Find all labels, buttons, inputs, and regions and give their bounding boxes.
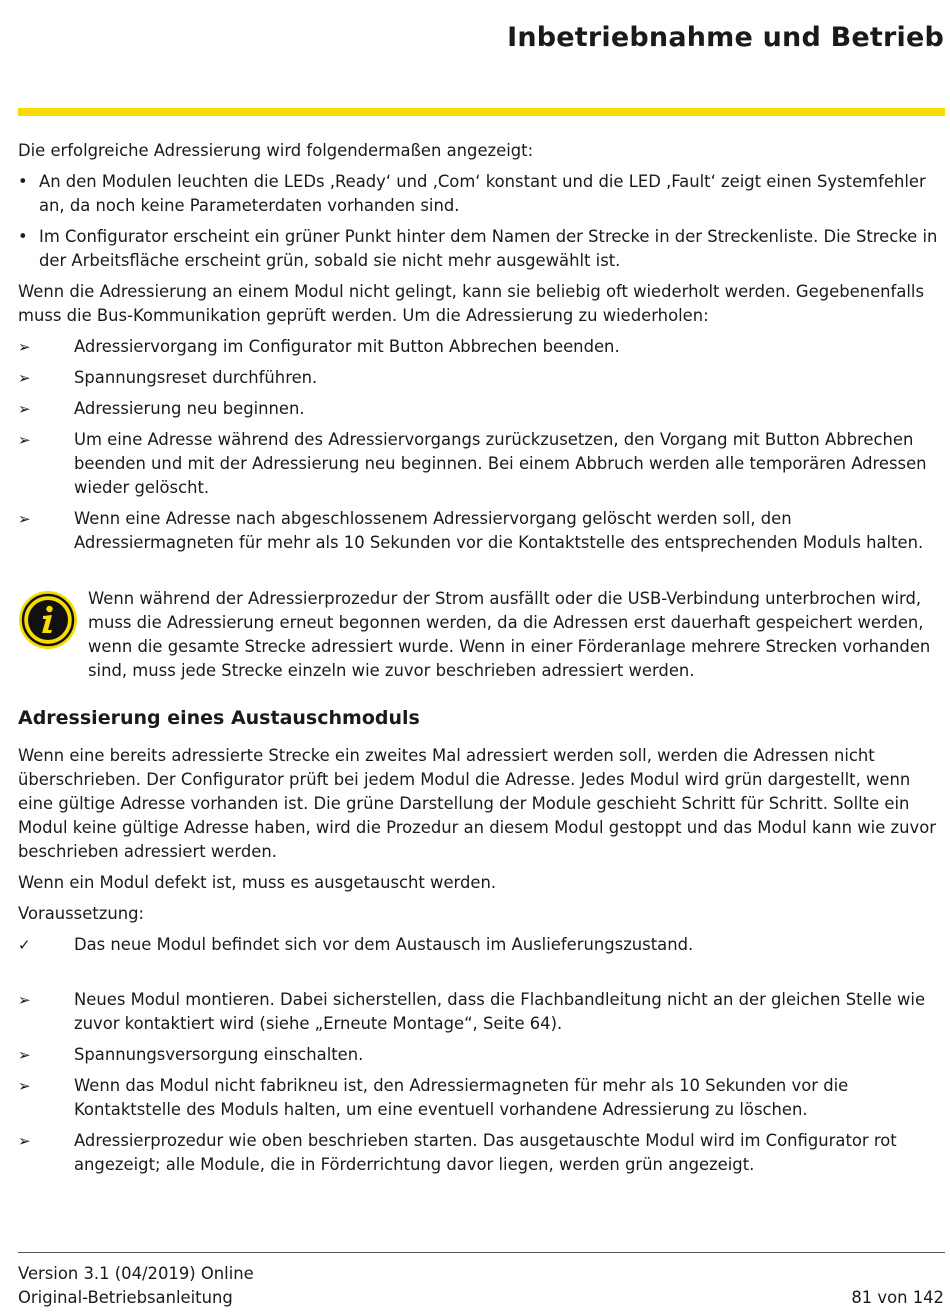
checkmark-icon: ✓ (18, 936, 31, 954)
bullet-dot-icon: • (18, 227, 28, 246)
intro-paragraph: Die erfolgreiche Adressierung wird folgendermaßen angezeigt: (18, 141, 534, 160)
bullet-item: • An den Modulen leuchten die LEDs ‚Ready‘ und ‚Com‘ konstant und die LED ‚Fault‘ zeigt einen Systemfehler an, da noch keine Parameterdaten vorhanden sind. (18, 172, 926, 215)
action-step: ➢ Wenn eine Adresse nach abgeschlossenem Adressiervorgang gelöscht werden soll, den Adressiermagneten für mehr als 10 Sekunden vor die Kontaktstelle des entsprechenden Moduls halten. (18, 509, 924, 552)
action-step: ➢ Spannungsversorgung einschalten. (18, 1043, 945, 1067)
action-step: ➢ Um eine Adresse während des Adressiervorgangs zurückzusetzen, den Vorgang mit Button Abbrechen beenden und mit der Adressierung neu beginnen. Bei einem Abbruch werden alle temporären Adressen wieder gelöscht. (18, 430, 927, 497)
arrow-marker-icon: ➢ (18, 510, 31, 528)
section-paragraph: Wenn eine bereits adressierte Strecke ein zweites Mal adressiert werden soll, werden die Adressen nicht überschrieben. Der Configurator prüft bei jedem Modul die Adresse. Jedes Modul wird grün dargestellt, wenn eine gültige Adresse vorhanden ist. Die grüne Darstellung der Module geschieht Schritt für Schritt. Sollte ein Modul keine gültige Adresse haben, wird die Prozedur an diesem Modul gestoppt und das Modul kann wie zuvor beschrieben adressiert werden. (18, 746, 936, 861)
action-step: ➢ Adressiervorgang im Configurator mit Button Abbrechen beenden. (18, 335, 945, 359)
info-note (18, 587, 945, 683)
arrow-marker-icon: ➢ (18, 1132, 31, 1150)
action-step: ➢ Wenn das Modul nicht fabrikneu ist, den Adressiermagneten für mehr als 10 Sekunden vor die Kontaktstelle des Moduls halten, um eine eventuell vorhandene Adressierung zu löschen. (18, 1076, 849, 1119)
bullet-dot-icon: • (18, 172, 28, 191)
section-heading: Adressierung eines Austauschmoduls (18, 707, 420, 729)
arrow-marker-icon: ➢ (18, 991, 31, 1009)
retry-paragraph: Wenn die Adressierung an einem Modul nicht gelingt, kann sie beliebig oft wiederholt werden. Gegebenenfalls muss die Bus-Kommunikation geprüft werden. Um die Adressierung zu wiederholen: (18, 282, 925, 325)
arrow-marker-icon: ➢ (18, 1046, 31, 1064)
arrow-marker-icon: ➢ (18, 400, 31, 418)
arrow-marker-icon: ➢ (18, 1077, 31, 1095)
info-note-text: Wenn während der Adressierprozedur der Strom ausfällt oder die USB-Verbindung unterbrochen wird, muss die Adressierung erneut begonnen werden, da die Adressen erst dauerhaft gespeichert werden, wenn die gesamte Strecke adressiert wurde. Wenn in einer Förderanlage mehrere Strecken vorhanden sind, muss jede Strecke einzeln wie zuvor beschrieben adressiert werden. (88, 589, 931, 680)
footer-doc-type: Original-Betriebsanleitung (18, 1288, 233, 1307)
footer-version: Version 3.1 (04/2019) Online (18, 1264, 254, 1283)
page-header-title: Inbetriebnahme und Betrieb (507, 22, 944, 53)
action-step: ➢ Adressierung neu beginnen. (18, 397, 945, 421)
arrow-marker-icon: ➢ (18, 369, 31, 387)
arrow-marker-icon: ➢ (18, 338, 31, 356)
prerequisite-item: ✓ Das neue Modul befindet sich vor dem Austausch im Auslieferungszustand. (18, 933, 945, 957)
footer-divider (18, 1252, 945, 1253)
action-step: ➢ Adressierprozedur wie oben beschrieben starten. Das ausgetauschte Modul wird im Configurator rot angezeigt; alle Module, die in Förderrichtung davor liegen, werden grün angezeigt. (18, 1131, 897, 1174)
prerequisite-label: Voraussetzung: (18, 904, 145, 923)
section-paragraph: Wenn ein Modul defekt ist, muss es ausgetauscht werden. (18, 873, 497, 892)
page-content (18, 139, 945, 1184)
header-accent-bar (18, 108, 945, 116)
action-step: ➢ Spannungsreset durchführen. (18, 366, 945, 390)
page-number: 81 von 142 (851, 1288, 944, 1307)
info-icon (18, 590, 78, 650)
arrow-marker-icon: ➢ (18, 431, 31, 449)
bullet-item: • Im Configurator erscheint ein grüner Punkt hinter dem Namen der Strecke in der Streckenliste. Die Strecke in der Arbeitsfläche erscheint grün, sobald sie nicht mehr ausgewählt ist. (18, 227, 938, 270)
action-step: ➢ Neues Modul montieren. Dabei sicherstellen, dass die Flachbandleitung nicht an der gleichen Stelle wie zuvor kontaktiert wird (siehe „Erneute Montage“, Seite 64). (18, 990, 926, 1033)
